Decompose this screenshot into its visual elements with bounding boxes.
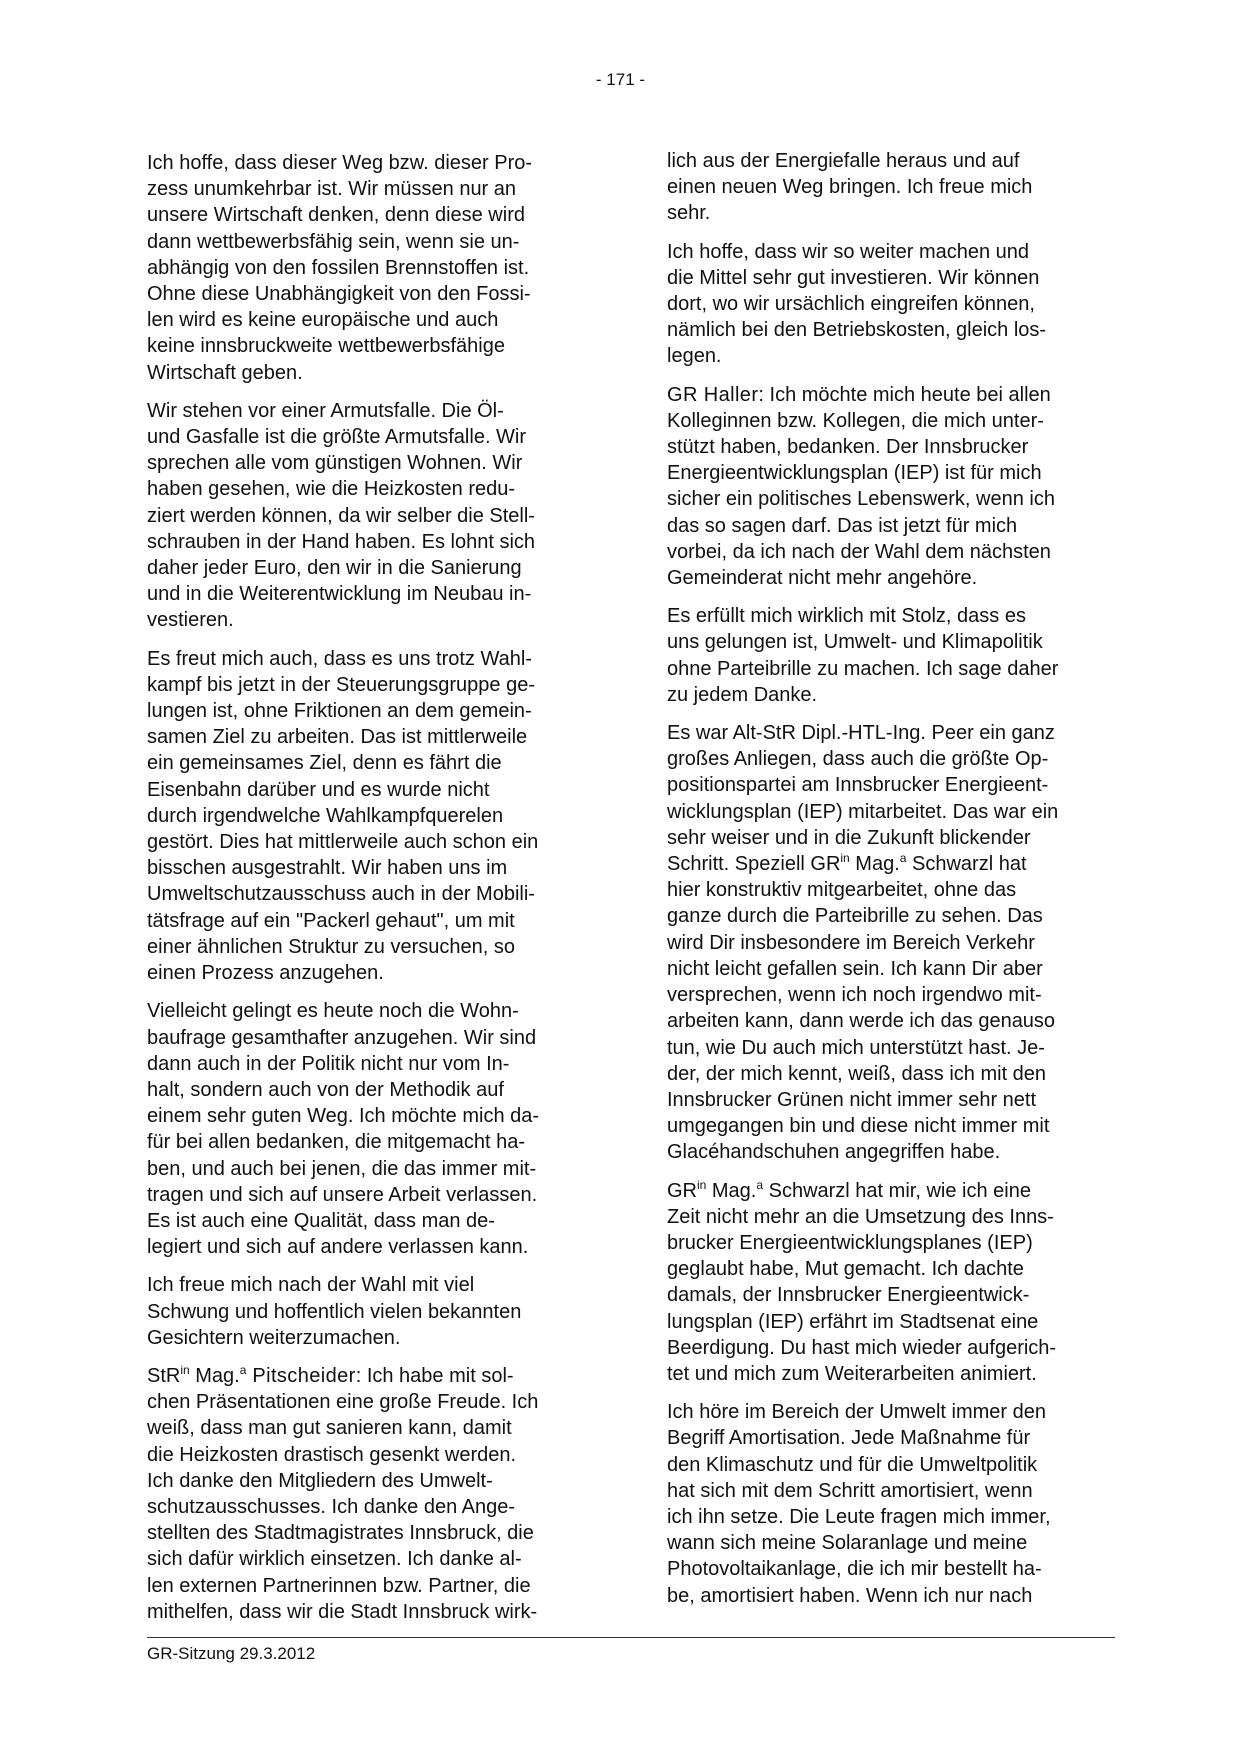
right-column (667, 148, 1107, 1621)
paragraph: Ich freue mich nach der Wahl mit viel Schwung und hoffentlich vielen bekannten Gesichtern weiterzumachen. (147, 1274, 522, 1349)
paragraph: lich aus der Energiefalle heraus und auf einen neuen Weg bringen. Ich freue mich sehr. (667, 150, 1033, 225)
paragraph-text: Es war Alt-StR Dipl.-HTL-Ing. Peer ein ganz großes Anliegen, dass auch die größte Op- positionspartei am Innsbrucker Energieent- wicklungsplan (IEP) mitarbeitet. Das war ein sehr weiser und in die Zukunft blickender Schritt. Speziell GR (667, 722, 1059, 876)
paragraph: Ich höre im Bereich der Umwelt immer den Begriff Amortisation. Jede Maßnahme für den Klimaschutz und für die Umweltpolitik hat sich mit dem Schritt amortisiert, wenn ich ihn setze. Die Leute fragen mich immer, wann sich meine Solaranlage und meine Photovoltaikanlage, die ich mir bestellt ha- be, amortisiert haben. Wenn ich nur nach (667, 1401, 1051, 1607)
paragraph: Wir stehen vor einer Armutsfalle. Die Öl- und Gasfalle ist die größte Armutsfalle. Wir sprechen alle vom günstigen Wohnen. Wir haben gesehen, wie die Heizkosten redu- ziert werden können, da wir selber die Stell- schrauben in der Hand haben. Es lohnt sich daher jeder Euro, den wir in die Sanierung und in die Weiterentwicklung im Neubau in- vestieren. (147, 399, 536, 632)
paragraph: Es freut mich auch, dass es uns trotz Wahl- kampf bis jetzt in der Steuerungsgruppe ge- lungen ist, ohne Friktionen an dem gemein- samen Ziel zu arbeiten. Das ist mittlerweile ein gemeinsames Ziel, denn es fährt die Eisenbahn darüber und es wurde nicht durch irgendwelche Wahlkampfquerelen gestört. Dies hat mittlerweile auch schon ein bisschen ausgestrahlt. Wir haben uns im Umweltschutzausschuss auch in der Mobili- tätsfrage auf ein "Packerl gehaut", um mit einer ähnlichen Struktur zu versuchen, so einen Prozess anzugehen. (147, 647, 539, 985)
speaker-title: StR (147, 1364, 181, 1387)
page-number: - 171 - (595, 70, 646, 89)
speaker-name: Pitscheider (246, 1364, 356, 1387)
paragraph-text: Schwarzl hat hier konstruktiv mitgearbeitet, ohne das ganze durch die Parteibrille zu sehen. Das wird Dir insbesondere im Bereich Verkehr nicht leicht gefallen sein. Ich kann Dir aber versprechen, wenn ich noch irgendwo mit- arbeiten kann, dann werde ich das genauso tun, wie Du auch mich unterstützt hast. Je- der, der mich kennt, weiß, dass ich mit den Innsbrucker Grünen nicht immer sehr nett umgegangen bin und diese nicht immer mit Glacéhandschuhen angegriffen habe. (667, 853, 1056, 1164)
paragraph: Vielleicht gelingt es heute noch die Wohn- baufrage gesamthafter anzugehen. Wir sind dann auch in der Politik nicht nur vom In- halt, sondern auch von der Methodik auf einem sehr guten Weg. Ich möchte mich da- für bei allen bedanken, die mitgemacht ha- ben, und auch bei jenen, die das immer mit- tragen und sich auf unsere Arbeit verlassen. Es ist auch eine Qualität, dass man de- legiert und sich auf andere verlassen kann. (147, 1000, 540, 1259)
paragraph-text: GR (667, 1179, 697, 1202)
paragraph (667, 1178, 1107, 1388)
speaker-title: Mag. (189, 1364, 240, 1387)
paragraph: Ich hoffe, dass wir so weiter machen und die Mittel sehr gut investieren. Wir können dort, wo wir ursächlich eingreifen können, nämlich bei den Betriebskosten, gleich los- legen. (667, 240, 1047, 368)
superscript: a (899, 851, 907, 866)
superscript: a (239, 1362, 247, 1377)
paragraph: Ich hoffe, dass dieser Weg bzw. dieser Pro- zess unumkehrbar ist. Wir müssen nur an unsere Wirtschaft denken, denn diese wird dann wettbewerbsfähig sein, wenn sie un- abhängig von den fossilen Brennstoffen ist. Ohne diese Unabhängigkeit von den Fossi- len wird es keine europäische und auch keine innsbruckweite wettbewerbsfähige Wirtschaft geben. (147, 152, 533, 384)
paragraph-text: Mag. (849, 853, 900, 876)
speech-text: : Ich möchte mich heute bei allen Kolleginnen bzw. Kollegen, die mich unter- stützt haben, bedanken. Der Innsbrucker Energieentwicklungsplan (IEP) ist für mich sicher ein politisches Lebenswerk, wenn ich das so sagen darf. Das ist jetzt für mich vorbei, da ich nach der Wahl dem nächsten Gemeinderat nicht mehr angehöre. (667, 383, 1055, 590)
speaker-name: GR Haller (667, 383, 759, 406)
left-column (147, 150, 587, 1637)
paragraph-text: Schwarzl hat mir, wie ich eine Zeit nicht mehr an die Umsetzung des Inns- brucker Energieentwicklungsplanes (IEP) geglaubt habe, Mut gemacht. Ich dachte damals, der Innsbrucker Energieentwick- lungsplan (IEP) erfährt im Stadtsenat eine Beerdigung. Du hast mich wieder aufgerich- tet und mich zum Weiterarbeiten animiert. (667, 1179, 1057, 1385)
paragraph (667, 720, 1107, 1165)
superscript: in (840, 851, 850, 866)
speech-paragraph (147, 1363, 587, 1625)
paragraph-text: Mag. (706, 1179, 757, 1202)
footer-session-date: GR-Sitzung 29.3.2012 (147, 1644, 316, 1663)
superscript: in (697, 1177, 707, 1192)
paragraph: Es erfüllt mich wirklich mit Stolz, dass es uns gelungen ist, Umwelt- und Klimapolitik ohne Parteibrille zu machen. Ich sage daher zu jedem Danke. (667, 605, 1059, 706)
superscript: in (180, 1362, 190, 1377)
superscript: a (756, 1177, 764, 1192)
footer-divider (147, 1637, 1115, 1638)
speech-text: : Ich habe mit sol- chen Präsentationen eine große Freude. Ich weiß, dass man gut sanieren kann, damit die Heizkosten drastisch gesenkt werden. Ich danke den Mitgliedern des Umwelt- schutzausschusses. Ich danke den Ange- stellten des Stadtmagistrates Innsbruck, die sich dafür wirklich einsetzen. Ich danke al- len externen Partnerinnen bzw. Partner, die mithelfen, dass wir die Stadt Innsbruck wirk- (147, 1364, 539, 1623)
speech-paragraph (667, 382, 1107, 592)
